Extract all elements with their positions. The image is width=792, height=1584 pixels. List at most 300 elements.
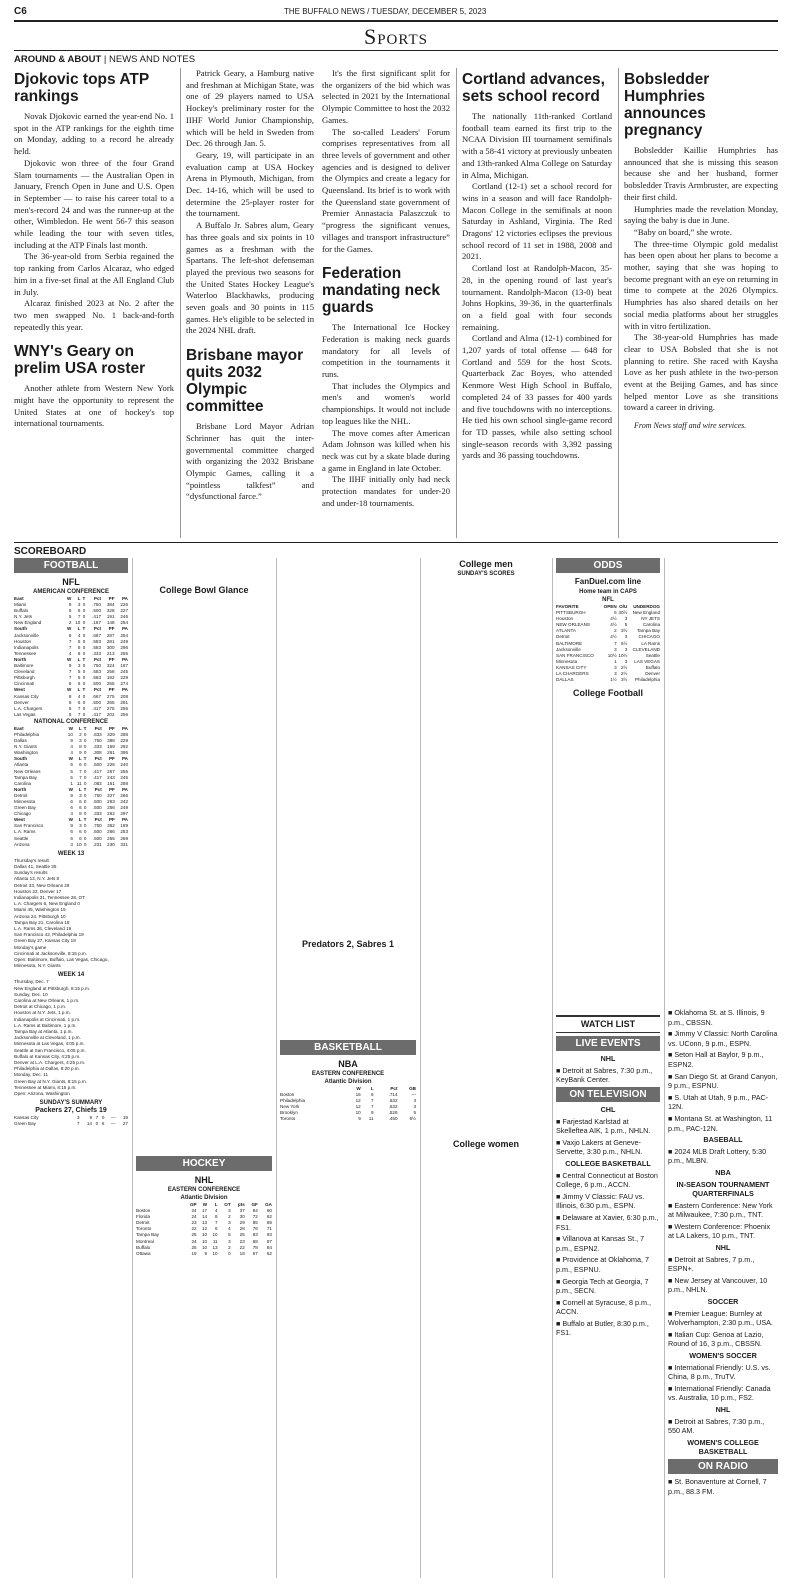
division-header-cell: L	[77, 626, 81, 632]
watch-item: ■ Seton Hall at Baylor, 9 p.m., ESPN2.	[668, 1050, 764, 1069]
table-row-cell: 0	[82, 675, 86, 681]
table-row-cell: 76	[252, 1226, 258, 1232]
table-row	[280, 1116, 416, 1122]
table-row	[14, 645, 128, 651]
table-row-cell: 4	[70, 744, 73, 750]
table-row-cell: .500	[92, 681, 102, 687]
table-row-cell: 6	[215, 1226, 218, 1232]
table-row-cell: 2½	[620, 671, 628, 677]
table-row-cell: 10	[212, 1250, 218, 1256]
table-row-cell: Toronto	[136, 1226, 152, 1232]
week14-schedule: Thursday, Dec. 7 New England at Pittsburgh, 8:15 p.m. Sunday, Dec. 10 Carolina at New Orleans, 1 p.m. Detroit at Chicago, 1 p.m. Houston at N.Y. Jets, 1 p.m. Indianapolis at Cincinnati, 1 p.m. L.A. Rams at Baltimore, 1 p.m. Tampa Bay at Atlanta, 1 p.m. Jacksonville at Cleveland, 1 p.m. Minnesota at Las Vegas, 4:05 p.m. Seattle at San Francisco, 4:05 p.m. Buffalo at Kansas City, 4:25 p.m. Denver at L.A. Chargers, 4:25 p.m. Philadelphia at Dallas, 8:20 p.m. Monday, Dec. 11 Green Bay at N.Y. Giants, 8:15 p.m. Tennessee at Miami, 8:15 p.m. Open: Arizona, Washington	[14, 979, 91, 1097]
geary-p3: A Buffalo Jr. Sabres alum, Geary has three goals and six points in 10 games as a freshman with the Spartans. The left-shot defenseman played the previous two seasons for the United States Hockey League's Waterloo Blackhawks, producing seven goals and 30 points in 115 games. He's eligible to be selected in the 2024 NHL draft.	[186, 220, 314, 336]
table-row-cell: —	[411, 1092, 416, 1098]
afc-label: AMERICAN CONFERENCE	[32, 589, 109, 595]
division-header-cell: PA	[121, 786, 128, 792]
cortland-headline: Cortland advances, sets school record	[462, 71, 605, 105]
brisbane-p3: The so-called Leaders' Forum comprises representatives from all three levels of government and other agencies and is designed to deliver the Olympics and create a legacy for Queensland. Its brief is to work with the Queensland state government of Premier Annastacia Palaszczuk to “progress the significant venues, villages and transport infrastructure” for the Games.	[322, 126, 450, 254]
table-row-cell: 0	[83, 762, 87, 768]
watch-item: ■ Premier League: Burnley at Wolverhampton, 2:30 p.m., USA.	[668, 1308, 773, 1328]
table-row-cell: .750	[92, 738, 102, 744]
table-row-cell: .750	[92, 823, 102, 829]
division-header-cell: W	[68, 756, 73, 762]
table-row-cell: 0	[83, 823, 87, 829]
watch-item: ■ Montana St. at Washington, 11 p.m., PAC-12N.	[668, 1113, 773, 1133]
college-women-scores	[424, 1150, 548, 1510]
table-row-cell: KANSAS CITY	[556, 664, 587, 670]
table-row-cell: .500	[92, 699, 102, 705]
table-row-cell: New York	[280, 1104, 300, 1110]
djokovic-p3: The 36-year-old from Serbia regained the top ranking from Carlos Alcaraz, who edged him in a five-set final at the All England Club in July.	[14, 251, 174, 297]
division-header-cell: Pct	[94, 756, 102, 762]
watch-item: ■ New Jersey at Vancouver, 10 p.m., NHLN.	[668, 1275, 768, 1295]
table-row-cell: .500	[92, 762, 102, 768]
division-header-cell: PA	[121, 626, 128, 632]
table-row-cell: 12	[201, 1226, 208, 1232]
table-row-cell: 256	[120, 711, 128, 717]
table-header-cell: O/U	[619, 604, 628, 609]
table-row-cell: 2	[614, 628, 617, 634]
table-row-cell: 4	[77, 632, 81, 638]
table-row-cell: PITTSBURGH	[556, 610, 586, 616]
watch-item: ■ Detroit at Sabres, 7:30 p.m., KeyBank Center.	[556, 1065, 653, 1085]
table-row-cell: 8	[77, 650, 81, 656]
table-row-cell: 265	[106, 699, 115, 705]
table-row-cell: 6	[79, 829, 82, 835]
table-row-cell: New England	[14, 620, 42, 626]
table-row-cell: .583	[92, 644, 102, 650]
masthead-rule	[14, 20, 778, 22]
table-row	[14, 706, 128, 712]
table-row-cell: 5	[70, 774, 73, 780]
table-row-cell: .417	[92, 705, 102, 711]
table-row-cell: 255	[106, 681, 115, 687]
table-row-cell: Cincinnati	[14, 681, 35, 687]
table-row-cell: 227	[120, 608, 128, 614]
table-row-cell: 7	[77, 614, 81, 620]
wire-credit: From News staff and wire services.	[634, 421, 747, 431]
table-row-cell: Atlanta	[14, 762, 29, 768]
table-row-cell: 7	[215, 1220, 218, 1226]
table-row-cell: 274	[120, 681, 128, 687]
division-header-cell: PF	[108, 656, 115, 662]
table-row-cell: 0	[82, 663, 86, 669]
brisbane-p1: Brisbane Lord Mayor Adrian Schrinner has quit the inter-governmental committee charged with organizing the 2032 Brisbane Olympic Games, calling it a “pointless talkfest” and “dysfunctional farce.”	[186, 421, 314, 502]
table-row-cell: 255	[120, 768, 128, 774]
table-row-cell: 226	[107, 762, 115, 768]
table-row-cell: 6	[68, 608, 72, 614]
table-row-cell: 11	[76, 780, 82, 786]
odds-site: FanDuel.com line	[574, 577, 642, 586]
table-row-cell: Brooklyn	[280, 1110, 298, 1116]
nba-table	[280, 1086, 416, 1123]
table-row-cell: 62	[266, 1214, 272, 1220]
on-radio-band: ON RADIO	[668, 1459, 778, 1474]
table-row-cell: .417	[92, 711, 102, 717]
table-row-cell: Jacksonville	[556, 646, 581, 652]
table-row-cell: 0	[83, 780, 87, 786]
table-row-cell: 6	[70, 762, 73, 768]
table-row-cell: 10	[201, 1244, 208, 1250]
table-row-cell: 245	[120, 774, 128, 780]
table-row-cell: 242	[120, 799, 128, 804]
week13-label: WEEK 13	[57, 850, 85, 857]
table-row-cell: 3	[614, 671, 617, 677]
neck-p1: The International Ice Hockey Federation is making neck guards mandatory for all levels of competition in the tournaments it runs.	[322, 322, 450, 380]
table-row-cell: 87	[266, 1238, 272, 1244]
odds-band: ODDS	[556, 558, 660, 573]
table-row-cell: 7	[79, 768, 82, 774]
watch-item: ■ Jimmy V Classic: FAU vs. Illinois, 6:30 p.m., ESPN.	[556, 1191, 645, 1211]
table-row-cell: 6	[77, 608, 81, 614]
masthead	[14, 6, 778, 20]
division-header-cell: PF	[108, 817, 115, 823]
neck-p4: The IIHF initially only had neck protection mandates for under-20 and under-18 tournaments.	[322, 474, 450, 508]
table-row-cell: CLEVELAND	[632, 646, 660, 652]
around-about-bar	[14, 54, 195, 65]
table-row-cell: Houston	[14, 638, 32, 644]
table-row-cell: 8	[79, 811, 82, 817]
table-row-cell: 4	[215, 1208, 218, 1214]
table-row-cell: DALLAS	[556, 677, 574, 683]
nfc-table	[14, 726, 128, 848]
table-row-cell: 1½	[610, 677, 617, 683]
watch-item: ■ Cornell at Syracuse, 8 p.m., ACCN.	[556, 1297, 652, 1317]
watch-category: WOMEN'S COLLEGE BASKETBALL	[687, 1437, 759, 1457]
table-row-cell: Detroit	[136, 1220, 150, 1226]
table-row-cell: 0	[82, 681, 86, 687]
table-row-cell: 1	[70, 780, 73, 786]
geary-p2: Geary, 19, will participate in an evaluation camp at USA Hockey Arena in Plymouth, Michigan, from Dec. 14-16, which will be used to determine the 25-player roster for the tournament.	[186, 149, 314, 219]
table-header-cell: OT	[224, 1202, 231, 1207]
scoreboard-rule	[14, 542, 778, 543]
table-row-cell: 3	[624, 658, 628, 664]
table-row-cell: 288	[120, 731, 128, 737]
table-row-cell: Baltimore	[14, 663, 34, 669]
table-row-cell: 0	[82, 632, 86, 638]
table-row-cell: 67	[252, 1250, 258, 1256]
watch-list-left	[556, 1054, 660, 1338]
table-row-cell: .833	[92, 731, 102, 737]
table-row-cell: 6	[77, 699, 81, 705]
division-header-cell: L	[78, 756, 82, 762]
watch-item: ■ Delaware at Xavier, 6:30 p.m., FS1.	[556, 1212, 659, 1232]
table-row-cell: 93	[266, 1232, 272, 1238]
table-row-cell: 10	[201, 1232, 208, 1238]
table-row-cell: 240	[120, 762, 128, 768]
table-row-cell: Tampa Bay	[637, 628, 660, 634]
table-row-cell: 24	[191, 1208, 197, 1214]
table-row-cell: 9	[370, 1110, 374, 1116]
djokovic-headline: Djokovic tops ATP rankings	[14, 71, 149, 105]
bobsled-p1: Bobsledder Kaillie Humphries has announced that she is missing this season because she and her husband, former bobsledder Travis Armbruster, are expecting their first child.	[624, 145, 778, 202]
table-header-cell: GB	[409, 1086, 416, 1091]
table-row-cell: 6	[70, 829, 73, 835]
division-header-cell: Pct	[94, 725, 102, 731]
division-header-cell: Pct	[94, 786, 102, 792]
table-row-cell: 10	[75, 620, 81, 626]
table-row-cell: 24	[191, 1214, 197, 1220]
linescore-row-cell: Kansas City	[14, 1115, 39, 1121]
watch-item: ■ International Friendly: Canada vs. Australia, 10 p.m., FS2.	[668, 1383, 771, 1403]
division-header-cell: PF	[108, 786, 115, 792]
watch-item: ■ Eastern Conference: New York at Milwaukee, 7:30 p.m., TNT.	[668, 1200, 773, 1220]
table-row-cell: Detroit	[14, 792, 28, 798]
table-row-cell: 2	[68, 620, 72, 626]
football-band: FOOTBALL	[14, 558, 128, 573]
table-row-cell: .500	[92, 608, 102, 614]
division-header-cell: North	[14, 786, 27, 792]
table-row-cell: SAN FRANCISCO	[556, 652, 594, 658]
table-row-cell: 30½	[618, 610, 628, 616]
watch-list-title: WATCH LIST	[556, 1015, 660, 1033]
division-header-cell: W	[67, 687, 72, 693]
table-row-cell: 7	[370, 1098, 374, 1104]
linescore-row	[14, 1121, 128, 1127]
table-row-cell: 275	[106, 693, 115, 699]
table-row-cell: 148	[106, 620, 115, 626]
watch-item: ■ 2024 MLB Draft Lottery, 5:30 p.m., MLBN.	[668, 1146, 767, 1166]
watch-category: SOCCER	[707, 1297, 739, 1307]
table-row-cell: Minnesota	[556, 658, 578, 664]
table-row-cell: 8	[68, 632, 72, 638]
week13-results: Thursday's result Dallas 41, Seattle 35 Sunday's results Atlanta 13, N.Y. Jets 8 Detroit 33, New Orleans 28 Houston 22, Denver 17 Indianapolis 31, Tennessee 28, OT L.A. Chargers 6, New England 0 Miami 45, Washington 15 Arizona 24, Pittsburgh 10 Tampa Bay 21, Carolina 18 L.A. Rams 36, Cleveland 19 San Francisco 42, Philadelphia 19 Green Bay 27, Kansas City 19 Monday's game Cincinnati at Jacksonville, 8:15 p.m. Open: Baltimore, Buffalo, Las Vegas, Chicago, Minnesota, N.Y. Giants	[14, 857, 109, 969]
table-row-cell: 6	[70, 805, 73, 811]
football-standings	[14, 558, 128, 1576]
table-row-cell: .083	[92, 780, 102, 786]
table-row-cell: 7	[79, 774, 82, 780]
table-row-cell: 213	[106, 650, 115, 656]
division-header-cell: North	[14, 656, 27, 662]
linescore-row-cell: 9	[89, 1115, 92, 1121]
table-row-cell: 3	[77, 663, 81, 669]
table-header-cell: FAVORITE	[556, 604, 579, 609]
division-header-cell: South	[14, 626, 28, 632]
table-row-cell: 6	[370, 1092, 374, 1098]
watch-item: ■ Vaxjo Lakers at Geneve-Servette, 3:30 p.m., NHLN.	[556, 1137, 643, 1157]
table-row-cell: LA CHARGERS	[556, 671, 589, 677]
linescore-row-cell: 19	[122, 1115, 128, 1121]
division-header-cell: Pct	[93, 626, 102, 632]
table-row-cell: Tennessee	[14, 650, 37, 656]
linescore-row-cell: —	[110, 1115, 116, 1121]
division-header-cell: W	[67, 656, 72, 662]
table-row-cell: 9	[70, 823, 73, 829]
table-row-cell: 13	[201, 1220, 208, 1226]
table-row-cell: 10	[76, 841, 82, 847]
bowl-odds	[668, 558, 778, 1008]
table-row-cell: Washington	[14, 750, 39, 756]
table-row-cell: 60	[266, 1208, 272, 1214]
table-row-cell: 9	[204, 1250, 208, 1256]
table-row	[14, 694, 128, 700]
table-row-cell: 78	[252, 1244, 258, 1250]
division-header-cell: L	[78, 725, 82, 731]
table-row-cell: 266	[107, 829, 115, 835]
table-row-cell: 192	[106, 675, 115, 681]
predators-game: Predators 2, Sabres 1	[301, 939, 395, 949]
table-row-cell: 6	[79, 799, 82, 804]
table-row-cell: 83	[252, 1232, 258, 1238]
nfc-label: NATIONAL CONFERENCE	[33, 718, 109, 725]
table-row-cell: 249	[120, 805, 128, 811]
table-row-cell: 388	[107, 738, 115, 744]
table-row-cell: 25	[191, 1232, 197, 1238]
table-row-cell: 3	[624, 634, 628, 640]
table-header-cell: L	[370, 1086, 374, 1091]
division-header-cell: L	[77, 687, 81, 693]
cortland-p3: Cortland lost at Randolph-Macon, 35-28, in the opening round of last year's tournament. Randolph-Macon (13-0) beat Johns Hopkins, 39-36, in the quarterfinals on a field goal with four seconds remaining.	[462, 263, 612, 332]
watch-item: ■ Georgia Tech at Georgia, 7 p.m., SECN.	[556, 1276, 649, 1296]
watch-item: ■ Buffalo at Butler, 8:30 p.m., FS1.	[556, 1318, 649, 1338]
section-rule	[14, 50, 778, 51]
table-row	[14, 775, 128, 781]
table-row-cell: 300	[106, 644, 115, 650]
table-row-cell: 8	[79, 744, 82, 750]
table-row-cell: 72	[252, 1214, 258, 1220]
table-row-cell: 296	[120, 644, 128, 650]
table-row-cell: Chicago	[14, 811, 31, 817]
watch-category: NHL	[715, 1404, 731, 1414]
table-row-cell: 0	[83, 744, 87, 750]
table-header-cell: pts	[237, 1202, 245, 1207]
table-row-cell: New England	[632, 610, 660, 616]
table-row-cell: 22	[239, 1244, 245, 1250]
table-row-cell: .450	[388, 1116, 398, 1122]
djokovic-column	[14, 68, 174, 538]
watch-category: BASEBALL	[703, 1135, 743, 1145]
table-row-cell: 0	[82, 650, 86, 656]
table-row-cell: 0	[83, 792, 87, 798]
table-row-cell: 255	[120, 650, 128, 656]
division-header-cell: T	[82, 656, 86, 662]
table-row-cell: NY JETS	[641, 616, 660, 622]
division-header-cell: PF	[108, 626, 115, 632]
division-header-cell: West	[14, 687, 25, 693]
table-row-cell: 328	[106, 608, 115, 614]
watch-item: ■ Italian Cup: Genoa at Lazio, Round of 16, 3 p.m., CBSSN.	[668, 1329, 764, 1349]
table-row-cell: 0	[82, 614, 86, 620]
bobsled-p3: “Baby on board,” she wrote.	[634, 226, 732, 237]
table-row-cell: 0	[82, 705, 86, 711]
table-row-cell: 4	[70, 811, 73, 817]
table-row-cell: .632	[388, 1098, 398, 1104]
table-row-cell: 3	[70, 841, 73, 847]
table-row-cell: Seattle	[645, 652, 660, 658]
table-row-cell: 3	[614, 646, 617, 652]
division-header-cell: PA	[121, 656, 128, 662]
nfl-label: NFL	[62, 577, 80, 587]
table-row-cell: Philadelphia	[634, 677, 660, 683]
college-men-title: College men	[459, 559, 513, 569]
game-title: Packers 27, Chiefs 19	[35, 1107, 107, 1115]
linescore-row-cell: Green Bay	[14, 1121, 36, 1127]
table-row-cell: 0	[83, 799, 87, 804]
table-row-cell: Carolina	[14, 780, 32, 786]
summary-label: SUNDAY'S SUMMARY	[39, 1100, 103, 1107]
scoreboard-divider	[276, 558, 277, 1578]
watch-category: NBA	[715, 1167, 731, 1177]
table-row-cell: .333	[92, 650, 102, 656]
table-row-cell: NEW ORLEANS	[556, 622, 590, 628]
bowl-glance-title: College Bowl Glance	[159, 585, 249, 595]
division-header-cell: T	[82, 626, 86, 632]
table-row-cell: 6	[68, 681, 72, 687]
djokovic-p1: Novak Djokovic earned the year-end No. 1 spot in the ATP rankings for the eighth time on Monday, adding to a record he already held.	[14, 111, 174, 157]
table-row-cell: Denver	[14, 699, 29, 705]
table-row	[14, 769, 128, 775]
table-row-cell: 254	[120, 620, 128, 626]
table-row-cell: 331	[120, 841, 128, 847]
table-row-cell: 5	[68, 711, 72, 717]
table-row-cell: 11	[212, 1238, 218, 1244]
table-row-cell: .526	[388, 1110, 398, 1116]
table-row-cell: Cleveland	[14, 669, 35, 675]
table-row-cell: 297	[120, 811, 128, 817]
table-row-cell: .500	[92, 805, 102, 811]
division-header-cell: PF	[108, 756, 115, 762]
table-row-cell: Denver	[645, 671, 660, 677]
table-row-cell: 3½	[620, 677, 628, 683]
division-header-cell: West	[14, 817, 25, 823]
topbar-label: AROUND & ABOUT	[14, 54, 102, 65]
table-row-cell: 0	[83, 738, 87, 744]
watch-item: ■ Detroit at Sabres, 7 p.m., ESPN+.	[668, 1254, 755, 1274]
division-header-cell: L	[77, 596, 81, 601]
watch-item: ■ International Friendly: U.S. vs. China, 8 p.m., TruTV.	[668, 1362, 771, 1382]
bowl-hockey-column	[136, 558, 272, 1576]
division-header-cell: W	[67, 626, 72, 632]
table-row-cell: Pittsburgh	[14, 675, 35, 681]
linescore-row-cell: 7	[77, 1121, 80, 1127]
watch-item: ■ Villanova at Kansas St., 7 p.m., ESPN2.	[556, 1234, 645, 1253]
linescore-row-cell: —	[110, 1121, 116, 1127]
table-row-cell: 5	[228, 1232, 231, 1238]
division-header-cell: T	[82, 596, 86, 601]
table-row-cell: 4	[228, 1226, 231, 1232]
predators-nba-column	[280, 558, 416, 1576]
table-row-cell: Buffalo	[14, 608, 29, 614]
table-row-cell: 12	[355, 1098, 361, 1104]
table-row-cell: .750	[92, 602, 102, 608]
table-row-cell: 249	[120, 638, 128, 644]
table-row-cell: 4½	[610, 616, 617, 622]
watch-category: CHL	[600, 1105, 616, 1114]
table-row-cell: 384	[106, 602, 115, 608]
table-row-cell: LA Rams	[641, 640, 660, 646]
table-row-cell: 7	[614, 640, 617, 646]
table-row-cell: L.A. Chargers	[14, 705, 43, 711]
table-row-cell: 0	[82, 693, 86, 699]
table-row-cell: Miami	[14, 602, 27, 608]
table-row-cell: 275	[106, 705, 115, 711]
table-header-cell: GP	[189, 1202, 197, 1207]
table-row-cell: 2½	[620, 664, 628, 670]
table-header-cell: GA	[265, 1202, 272, 1207]
table-header-cell: W	[356, 1086, 361, 1091]
table-row-cell: 85	[252, 1220, 258, 1226]
table-row-cell: 3	[79, 738, 82, 744]
college-football-odds	[556, 699, 660, 1009]
college-football-title: College Football	[572, 688, 643, 699]
table-header-cell: OPEN	[603, 604, 617, 609]
table-row-cell: 71	[266, 1226, 272, 1232]
table-row-cell: 287	[106, 632, 115, 638]
table-row-cell: 10½	[607, 652, 617, 658]
hockey-band: HOCKEY	[136, 1156, 272, 1171]
watch-category: IN-SEASON TOURNAMENT QUARTERFINALS	[676, 1179, 770, 1199]
table-row-cell: 23	[239, 1238, 245, 1244]
